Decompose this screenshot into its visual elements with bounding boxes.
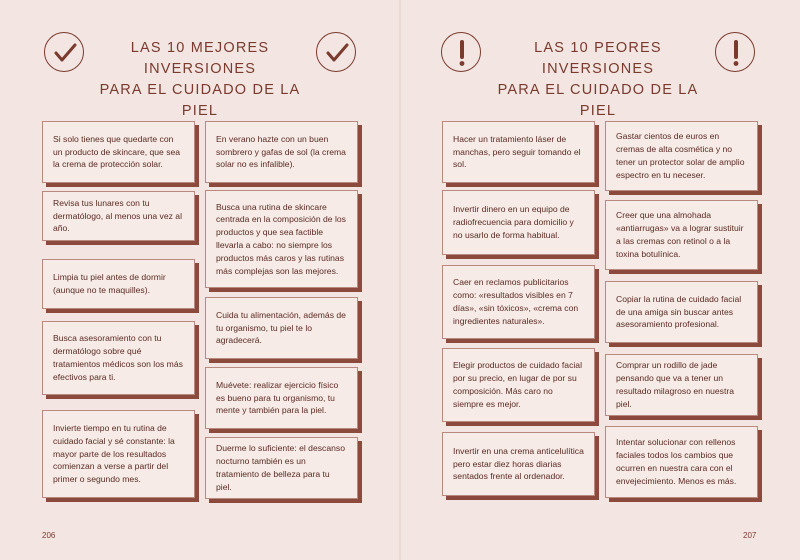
title-line-2: PARA EL CUIDADO DE LA PIEL	[99, 82, 301, 119]
card-text: Limpia tu piel antes de dormir (aunque no te maquilles).	[53, 272, 166, 295]
best-card-4	[42, 321, 195, 395]
card-text: Creer que una almohada «antiarrugas» va a lograr sustituir a las cremas con retinol o a la toxina botulínica.	[616, 210, 744, 259]
best-card-9	[205, 367, 358, 429]
best-card-1	[42, 121, 195, 183]
card-text: Elegir productos de cuidado facial por su precio, en lugar de por su composición. Más caro no siempre es mejor.	[453, 360, 582, 409]
page-title	[90, 38, 310, 122]
card-text: Busca asesoramiento con tu dermatólogo sobre qué tratamientos médicos son los más efectivos para ti.	[53, 333, 183, 382]
exclamation-icon	[441, 32, 481, 72]
page-number: 207	[743, 531, 757, 540]
worst-card-4	[442, 348, 595, 422]
card-text: Invierte tiempo en tu rutina de cuidado facial y sé constante: la mayor parte de los resultados comienzan a verse a partir del primer o segundo mes.	[53, 423, 175, 485]
worst-card-2	[442, 190, 595, 255]
page-number: 206	[42, 531, 56, 540]
card-text: Muévete: realizar ejercicio físico es bueno para tu organismo, tu mente y también para la piel.	[216, 379, 339, 416]
best-card-10	[205, 437, 358, 499]
best-card-7	[205, 190, 358, 288]
card-text: Intentar solucionar con rellenos faciales todos los cambios que ocurren en nuestra cara con el envejecimiento. Menos es más.	[616, 437, 737, 486]
page-title	[488, 38, 708, 122]
worst-card-10	[605, 426, 758, 498]
card-text: Cuida tu alimentación, además de tu organismo, tu piel te lo agradecerá.	[216, 309, 346, 346]
card-text: Revisa tus lunares con tu dermatólogo, al menos una vez al año.	[53, 197, 182, 234]
check-icon	[316, 32, 356, 72]
card-text: Gastar cientos de euros en cremas de alta cosmética y no tener un protector solar de amplio espectro en tu neceser.	[616, 131, 745, 180]
best-card-3	[42, 259, 195, 309]
card-text: En verano hazte con un buen sombrero y gafas de sol (la crema solar no es infalible).	[216, 133, 346, 170]
card-text: Caer en reclamos publicitarios como: «resultados visibles en 7 días», «sin tóxicos», «crema con ingredientes naturales».	[453, 277, 579, 326]
card-text: Invertir en una crema anticelulítica pero estar diez horas diarias sentados frente al ordenador.	[453, 445, 584, 482]
title-line-1: LAS 10 MEJORES INVERSIONES	[130, 40, 270, 77]
worst-card-5	[442, 432, 595, 496]
card-text: Copiar la rutina de cuidado facial de una amiga sin buscar antes asesoramiento profesional.	[616, 293, 742, 330]
worst-card-7	[605, 200, 758, 270]
card-text: Hacer un tratamiento láser de manchas, pero seguir tomando el sol.	[453, 133, 581, 170]
title-line-2: PARA EL CUIDADO DE LA PIEL	[497, 82, 699, 119]
best-card-5	[42, 410, 195, 498]
exclamation-icon	[715, 32, 755, 72]
right-page	[400, 0, 800, 560]
best-card-2	[42, 191, 195, 241]
card-text: Si solo tienes que quedarte con un producto de skincare, que sea la crema de protección solar.	[53, 133, 181, 170]
check-icon	[44, 32, 84, 72]
card-text: Busca una rutina de skincare centrada en la composición de los productos y que sea factible llevarla a cabo: no siempre los productos más caros y las rutinas más complejas son las mejores.	[216, 201, 346, 276]
title-line-1: LAS 10 PEORES INVERSIONES	[534, 40, 662, 77]
worst-card-3	[442, 265, 595, 339]
worst-card-8	[605, 281, 758, 343]
best-card-8	[205, 297, 358, 359]
worst-card-6	[605, 121, 758, 191]
card-text: Duerme lo suficiente: el descanso nocturno también es un tratamiento de belleza para tu piel.	[216, 443, 345, 492]
best-card-6	[205, 121, 358, 183]
card-text: Comprar un rodillo de jade pensando que va a tener un resultado milagroso en nuestra piel.	[616, 360, 734, 409]
worst-card-1	[442, 121, 595, 183]
worst-card-9	[605, 354, 758, 416]
card-text: Invertir dinero en un equipo de radiofrecuencia para domicilio y no usarlo de forma habitual.	[453, 204, 574, 240]
